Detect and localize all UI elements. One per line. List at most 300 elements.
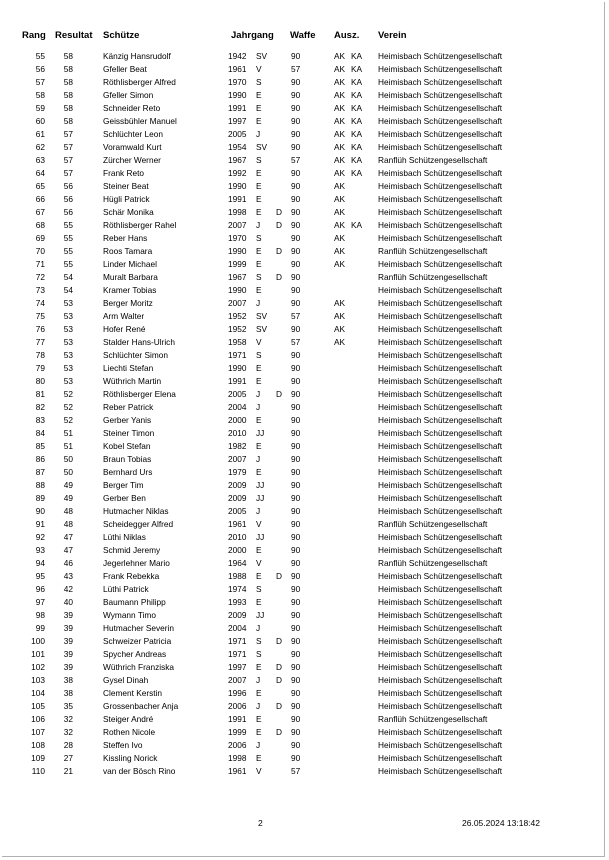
- table-row: [0, 50, 609, 63]
- cell-kategorie: J: [256, 454, 261, 464]
- cell-verein: Heimisbach Schützengesellschaft: [378, 233, 503, 243]
- cell-ausz-ak: AK: [334, 64, 346, 74]
- cell-verein: Heimisbach Schützengesellschaft: [378, 584, 503, 594]
- cell-jahrgang: 1970: [228, 233, 247, 243]
- table-row: [0, 518, 609, 531]
- cell-resultat: 53: [63, 298, 73, 308]
- cell-verein: Ranflüh Schützengesellschaft: [378, 519, 488, 529]
- cell-rang: 58: [35, 90, 45, 100]
- cell-ausz-ka: KA: [351, 64, 363, 74]
- cell-kategorie: V: [256, 337, 262, 347]
- cell-resultat: 58: [63, 51, 73, 61]
- cell-verein: Heimisbach Schützengesellschaft: [378, 636, 503, 646]
- cell-schuetze: Schlüchter Leon: [103, 129, 163, 139]
- cell-verein: Heimisbach Schützengesellschaft: [378, 259, 503, 269]
- cell-resultat: 39: [63, 662, 73, 672]
- cell-verein: Heimisbach Schützengesellschaft: [378, 337, 503, 347]
- cell-resultat: 56: [63, 194, 73, 204]
- cell-rang: 90: [35, 506, 45, 516]
- cell-jahrgang: 1970: [228, 77, 247, 87]
- header-jahrgang: Jahrgang: [231, 30, 274, 41]
- table-row: [0, 297, 609, 310]
- cell-schuetze: Reber Hans: [103, 233, 148, 243]
- cell-rang: 70: [35, 246, 45, 256]
- cell-rang: 107: [31, 727, 45, 737]
- cell-waffe: 90: [291, 545, 301, 555]
- cell-verein: Heimisbach Schützengesellschaft: [378, 623, 503, 633]
- header-resultat: Resultat: [55, 30, 93, 41]
- cell-rang: 105: [31, 701, 45, 711]
- cell-waffe: 90: [291, 662, 301, 672]
- cell-waffe: 90: [291, 584, 301, 594]
- cell-ausz-ak: AK: [334, 220, 346, 230]
- cell-jahrgang: 1991: [228, 103, 247, 113]
- cell-jahrgang: 2007: [228, 220, 247, 230]
- table-row: [0, 336, 609, 349]
- cell-schuetze: Arm Walter: [103, 311, 145, 321]
- cell-resultat: 52: [63, 402, 73, 412]
- cell-schuetze: Liechti Stefan: [103, 363, 154, 373]
- cell-verein: Heimisbach Schützengesellschaft: [378, 545, 503, 555]
- cell-resultat: 47: [63, 532, 73, 542]
- cell-schuetze: Steffen Ivo: [103, 740, 143, 750]
- cell-resultat: 57: [63, 155, 73, 165]
- cell-verein: Ranflüh Schützengesellschaft: [378, 155, 488, 165]
- cell-kategorie: S: [256, 584, 262, 594]
- table-row: [0, 492, 609, 505]
- cell-schuetze: Spycher Andreas: [103, 649, 167, 659]
- cell-waffe: 90: [291, 649, 301, 659]
- cell-verein: Heimisbach Schützengesellschaft: [378, 220, 503, 230]
- cell-resultat: 43: [63, 571, 73, 581]
- cell-kategorie: E: [256, 259, 262, 269]
- table-row: [0, 596, 609, 609]
- table-row: [0, 700, 609, 713]
- table-row: [0, 544, 609, 557]
- cell-resultat: 50: [63, 454, 73, 464]
- cell-kategorie: E: [256, 662, 262, 672]
- cell-verein: Heimisbach Schützengesellschaft: [378, 454, 503, 464]
- cell-ausz-ka: KA: [351, 129, 363, 139]
- cell-resultat: 40: [63, 597, 73, 607]
- cell-schuetze: Scheidegger Alfred: [103, 519, 174, 529]
- cell-verein: Heimisbach Schützengesellschaft: [378, 194, 503, 204]
- cell-ausz-ak: AK: [334, 103, 346, 113]
- cell-rang: 74: [35, 298, 45, 308]
- cell-damen: D: [276, 636, 282, 646]
- cell-ausz-ak: AK: [334, 129, 346, 139]
- cell-verein: Heimisbach Schützengesellschaft: [378, 701, 503, 711]
- cell-rang: 67: [35, 207, 45, 217]
- cell-resultat: 32: [63, 727, 73, 737]
- cell-verein: Heimisbach Schützengesellschaft: [378, 402, 503, 412]
- cell-resultat: 48: [63, 506, 73, 516]
- cell-damen: D: [276, 220, 282, 230]
- cell-resultat: 55: [63, 233, 73, 243]
- table-row: [0, 726, 609, 739]
- cell-waffe: 90: [291, 116, 301, 126]
- cell-damen: D: [276, 389, 282, 399]
- table-row: [0, 219, 609, 232]
- table-row: [0, 102, 609, 115]
- cell-schuetze: Roos Tamara: [103, 246, 153, 256]
- table-row: [0, 570, 609, 583]
- cell-verein: Heimisbach Schützengesellschaft: [378, 311, 503, 321]
- cell-schuetze: Linder Michael: [103, 259, 157, 269]
- cell-resultat: 52: [63, 415, 73, 425]
- cell-verein: Heimisbach Schützengesellschaft: [378, 740, 503, 750]
- cell-jahrgang: 1961: [228, 766, 247, 776]
- cell-rang: 64: [35, 168, 45, 178]
- cell-schuetze: Jegerlehner Mario: [103, 558, 170, 568]
- cell-kategorie: S: [256, 649, 262, 659]
- table-row: [0, 375, 609, 388]
- cell-jahrgang: 1997: [228, 116, 247, 126]
- table-row: [0, 622, 609, 635]
- cell-jahrgang: 2009: [228, 493, 247, 503]
- cell-waffe: 57: [291, 337, 301, 347]
- cell-schuetze: Gysel Dinah: [103, 675, 149, 685]
- cell-resultat: 46: [63, 558, 73, 568]
- cell-schuetze: Frank Reto: [103, 168, 145, 178]
- cell-waffe: 90: [291, 246, 301, 256]
- cell-jahrgang: 1961: [228, 519, 247, 529]
- cell-schuetze: Hofer René: [103, 324, 146, 334]
- cell-schuetze: Lüthi Niklas: [103, 532, 146, 542]
- cell-rang: 102: [31, 662, 45, 672]
- cell-ausz-ka: KA: [351, 155, 363, 165]
- cell-ausz-ak: AK: [334, 246, 346, 256]
- cell-ausz-ak: AK: [334, 51, 346, 61]
- table-row: [0, 479, 609, 492]
- cell-waffe: 90: [291, 740, 301, 750]
- cell-rang: 100: [31, 636, 45, 646]
- cell-kategorie: E: [256, 727, 262, 737]
- table-row: [0, 505, 609, 518]
- cell-waffe: 90: [291, 428, 301, 438]
- cell-kategorie: SV: [256, 324, 268, 334]
- cell-kategorie: E: [256, 714, 262, 724]
- header-verein: Verein: [378, 30, 407, 41]
- cell-jahrgang: 1990: [228, 90, 247, 100]
- cell-jahrgang: 1990: [228, 246, 247, 256]
- cell-ausz-ka: KA: [351, 168, 363, 178]
- cell-resultat: 38: [63, 688, 73, 698]
- cell-schuetze: Wüthrich Franziska: [103, 662, 175, 672]
- cell-jahrgang: 1998: [228, 207, 247, 217]
- cell-verein: Heimisbach Schützengesellschaft: [378, 129, 503, 139]
- cell-schuetze: Röthlisberger Rahel: [103, 220, 177, 230]
- print-timestamp: 26.05.2024 13:18:42: [462, 818, 540, 828]
- cell-jahrgang: 1979: [228, 467, 247, 477]
- table-row: [0, 440, 609, 453]
- cell-resultat: 58: [63, 103, 73, 113]
- cell-schuetze: Wymann Timo: [103, 610, 156, 620]
- cell-resultat: 57: [63, 168, 73, 178]
- cell-verein: Heimisbach Schützengesellschaft: [378, 103, 503, 113]
- cell-ausz-ka: KA: [351, 220, 363, 230]
- cell-schuetze: Gfeller Beat: [103, 64, 147, 74]
- cell-verein: Heimisbach Schützengesellschaft: [378, 90, 503, 100]
- cell-verein: Heimisbach Schützengesellschaft: [378, 532, 503, 542]
- cell-jahrgang: 1991: [228, 714, 247, 724]
- cell-ausz-ak: AK: [334, 194, 346, 204]
- cell-waffe: 90: [291, 610, 301, 620]
- cell-rang: 103: [31, 675, 45, 685]
- cell-kategorie: SV: [256, 311, 268, 321]
- cell-resultat: 55: [63, 220, 73, 230]
- cell-rang: 101: [31, 649, 45, 659]
- cell-kategorie: E: [256, 194, 262, 204]
- table-row: [0, 167, 609, 180]
- cell-schuetze: Lüthi Patrick: [103, 584, 149, 594]
- table-row: [0, 180, 609, 193]
- cell-ausz-ak: AK: [334, 155, 346, 165]
- cell-schuetze: Reber Patrick: [103, 402, 154, 412]
- cell-jahrgang: 2005: [228, 506, 247, 516]
- cell-jahrgang: 1952: [228, 311, 247, 321]
- cell-schuetze: Steiner Timon: [103, 428, 155, 438]
- cell-damen: D: [276, 272, 282, 282]
- cell-rang: 96: [35, 584, 45, 594]
- cell-resultat: 35: [63, 701, 73, 711]
- cell-waffe: 90: [291, 376, 301, 386]
- cell-jahrgang: 2006: [228, 740, 247, 750]
- cell-jahrgang: 2006: [228, 701, 247, 711]
- cell-ausz-ka: KA: [351, 116, 363, 126]
- cell-rang: 97: [35, 597, 45, 607]
- cell-resultat: 53: [63, 324, 73, 334]
- table-row: [0, 414, 609, 427]
- cell-rang: 110: [31, 766, 45, 776]
- cell-ausz-ka: KA: [351, 51, 363, 61]
- cell-jahrgang: 1971: [228, 636, 247, 646]
- cell-waffe: 90: [291, 220, 301, 230]
- cell-rang: 55: [35, 51, 45, 61]
- cell-schuetze: Hutmacher Niklas: [103, 506, 169, 516]
- cell-rang: 81: [35, 389, 45, 399]
- cell-rang: 59: [35, 103, 45, 113]
- cell-resultat: 53: [63, 337, 73, 347]
- cell-rang: 91: [35, 519, 45, 529]
- cell-jahrgang: 2009: [228, 480, 247, 490]
- cell-resultat: 53: [63, 311, 73, 321]
- cell-kategorie: J: [256, 623, 261, 633]
- cell-rang: 73: [35, 285, 45, 295]
- table-row: [0, 713, 609, 726]
- cell-kategorie: E: [256, 103, 262, 113]
- table-row: [0, 284, 609, 297]
- cell-waffe: 90: [291, 168, 301, 178]
- cell-waffe: 90: [291, 233, 301, 243]
- cell-jahrgang: 1991: [228, 194, 247, 204]
- table-row: [0, 362, 609, 375]
- cell-schuetze: Kobel Stefan: [103, 441, 151, 451]
- cell-kategorie: E: [256, 415, 262, 425]
- cell-schuetze: Voramwald Kurt: [103, 142, 162, 152]
- cell-rang: 57: [35, 77, 45, 87]
- table-row: [0, 466, 609, 479]
- cell-kategorie: S: [256, 636, 262, 646]
- cell-schuetze: Röthlisberger Elena: [103, 389, 176, 399]
- table-row: [0, 232, 609, 245]
- cell-rang: 104: [31, 688, 45, 698]
- cell-waffe: 90: [291, 506, 301, 516]
- cell-waffe: 90: [291, 272, 301, 282]
- cell-resultat: 56: [63, 207, 73, 217]
- cell-rang: 79: [35, 363, 45, 373]
- cell-jahrgang: 1997: [228, 662, 247, 672]
- cell-jahrgang: 1996: [228, 688, 247, 698]
- cell-jahrgang: 2000: [228, 545, 247, 555]
- cell-jahrgang: 1974: [228, 584, 247, 594]
- cell-rang: 84: [35, 428, 45, 438]
- table-row: [0, 258, 609, 271]
- cell-resultat: 42: [63, 584, 73, 594]
- cell-schuetze: Wüthrich Martin: [103, 376, 162, 386]
- cell-resultat: 39: [63, 636, 73, 646]
- cell-ausz-ka: KA: [351, 142, 363, 152]
- cell-verein: Heimisbach Schützengesellschaft: [378, 753, 503, 763]
- cell-waffe: 90: [291, 441, 301, 451]
- cell-jahrgang: 1971: [228, 649, 247, 659]
- cell-kategorie: S: [256, 155, 262, 165]
- cell-ausz-ak: AK: [334, 90, 346, 100]
- cell-rang: 83: [35, 415, 45, 425]
- cell-waffe: 90: [291, 129, 301, 139]
- cell-damen: D: [276, 675, 282, 685]
- cell-damen: D: [276, 207, 282, 217]
- cell-kategorie: E: [256, 545, 262, 555]
- cell-waffe: 90: [291, 142, 301, 152]
- cell-ausz-ak: AK: [334, 259, 346, 269]
- cell-jahrgang: 2007: [228, 675, 247, 685]
- cell-jahrgang: 1952: [228, 324, 247, 334]
- cell-schuetze: Bernhard Urs: [103, 467, 153, 477]
- cell-jahrgang: 1971: [228, 350, 247, 360]
- cell-schuetze: Schmid Jeremy: [103, 545, 161, 555]
- cell-jahrgang: 1991: [228, 376, 247, 386]
- cell-verein: Heimisbach Schützengesellschaft: [378, 441, 503, 451]
- cell-waffe: 90: [291, 389, 301, 399]
- cell-resultat: 47: [63, 545, 73, 555]
- cell-jahrgang: 2000: [228, 415, 247, 425]
- cell-jahrgang: 2010: [228, 532, 247, 542]
- cell-jahrgang: 1954: [228, 142, 247, 152]
- cell-kategorie: J: [256, 220, 261, 230]
- cell-rang: 85: [35, 441, 45, 451]
- cell-waffe: 90: [291, 636, 301, 646]
- cell-verein: Heimisbach Schützengesellschaft: [378, 51, 503, 61]
- cell-kategorie: J: [256, 129, 261, 139]
- table-row: [0, 557, 609, 570]
- cell-resultat: 49: [63, 480, 73, 490]
- header-schuetze: Schütze: [103, 30, 140, 41]
- cell-ausz-ak: AK: [334, 233, 346, 243]
- cell-rang: 76: [35, 324, 45, 334]
- cell-resultat: 57: [63, 129, 73, 139]
- cell-schuetze: Steiner Beat: [103, 181, 149, 191]
- table-row: [0, 206, 609, 219]
- cell-rang: 94: [35, 558, 45, 568]
- cell-rang: 63: [35, 155, 45, 165]
- cell-rang: 86: [35, 454, 45, 464]
- cell-rang: 71: [35, 259, 45, 269]
- cell-kategorie: JJ: [256, 428, 265, 438]
- cell-schuetze: Gerber Yanis: [103, 415, 152, 425]
- cell-resultat: 58: [63, 116, 73, 126]
- cell-verein: Heimisbach Schützengesellschaft: [378, 389, 503, 399]
- cell-verein: Heimisbach Schützengesellschaft: [378, 363, 503, 373]
- cell-schuetze: Känzig Hansrudolf: [103, 51, 171, 61]
- cell-rang: 66: [35, 194, 45, 204]
- table-row: [0, 661, 609, 674]
- cell-verein: Heimisbach Schützengesellschaft: [378, 610, 503, 620]
- cell-jahrgang: 1982: [228, 441, 247, 451]
- cell-kategorie: E: [256, 207, 262, 217]
- cell-resultat: 56: [63, 181, 73, 191]
- header-waffe: Waffe: [290, 30, 316, 41]
- cell-schuetze: Rothen Nicole: [103, 727, 156, 737]
- cell-schuetze: Hügli Patrick: [103, 194, 150, 204]
- cell-rang: 93: [35, 545, 45, 555]
- cell-rang: 89: [35, 493, 45, 503]
- cell-kategorie: SV: [256, 142, 268, 152]
- cell-resultat: 51: [63, 441, 73, 451]
- cell-waffe: 90: [291, 571, 301, 581]
- cell-waffe: 90: [291, 623, 301, 633]
- cell-schuetze: Stalder Hans-Ulrich: [103, 337, 175, 347]
- cell-jahrgang: 1993: [228, 597, 247, 607]
- cell-verein: Heimisbach Schützengesellschaft: [378, 376, 503, 386]
- cell-waffe: 57: [291, 155, 301, 165]
- cell-ausz-ak: AK: [334, 337, 346, 347]
- cell-rang: 109: [31, 753, 45, 763]
- cell-damen: D: [276, 727, 282, 737]
- cell-rang: 88: [35, 480, 45, 490]
- cell-rang: 108: [31, 740, 45, 750]
- table-row: [0, 401, 609, 414]
- cell-schuetze: Clement Kerstin: [103, 688, 163, 698]
- cell-waffe: 57: [291, 766, 301, 776]
- cell-resultat: 53: [63, 350, 73, 360]
- cell-waffe: 90: [291, 415, 301, 425]
- cell-jahrgang: 2004: [228, 623, 247, 633]
- cell-rang: 75: [35, 311, 45, 321]
- table-row: [0, 609, 609, 622]
- table-row: [0, 115, 609, 128]
- cell-verein: Heimisbach Schützengesellschaft: [378, 207, 503, 217]
- cell-schuetze: Röthlisberger Alfred: [103, 77, 176, 87]
- cell-resultat: 57: [63, 142, 73, 152]
- cell-verein: Heimisbach Schützengesellschaft: [378, 415, 503, 425]
- cell-ausz-ak: AK: [334, 77, 346, 87]
- cell-ausz-ka: KA: [351, 103, 363, 113]
- cell-resultat: 39: [63, 610, 73, 620]
- cell-jahrgang: 1967: [228, 272, 247, 282]
- cell-schuetze: Grossenbacher Anja: [103, 701, 179, 711]
- table-row: [0, 648, 609, 661]
- cell-rang: 72: [35, 272, 45, 282]
- cell-verein: Heimisbach Schützengesellschaft: [378, 480, 503, 490]
- cell-damen: D: [276, 662, 282, 672]
- cell-verein: Heimisbach Schützengesellschaft: [378, 285, 503, 295]
- cell-kategorie: J: [256, 701, 261, 711]
- cell-schuetze: Kissling Norick: [103, 753, 158, 763]
- cell-schuetze: Schlüchter Simon: [103, 350, 169, 360]
- cell-ausz-ak: AK: [334, 207, 346, 217]
- cell-resultat: 49: [63, 493, 73, 503]
